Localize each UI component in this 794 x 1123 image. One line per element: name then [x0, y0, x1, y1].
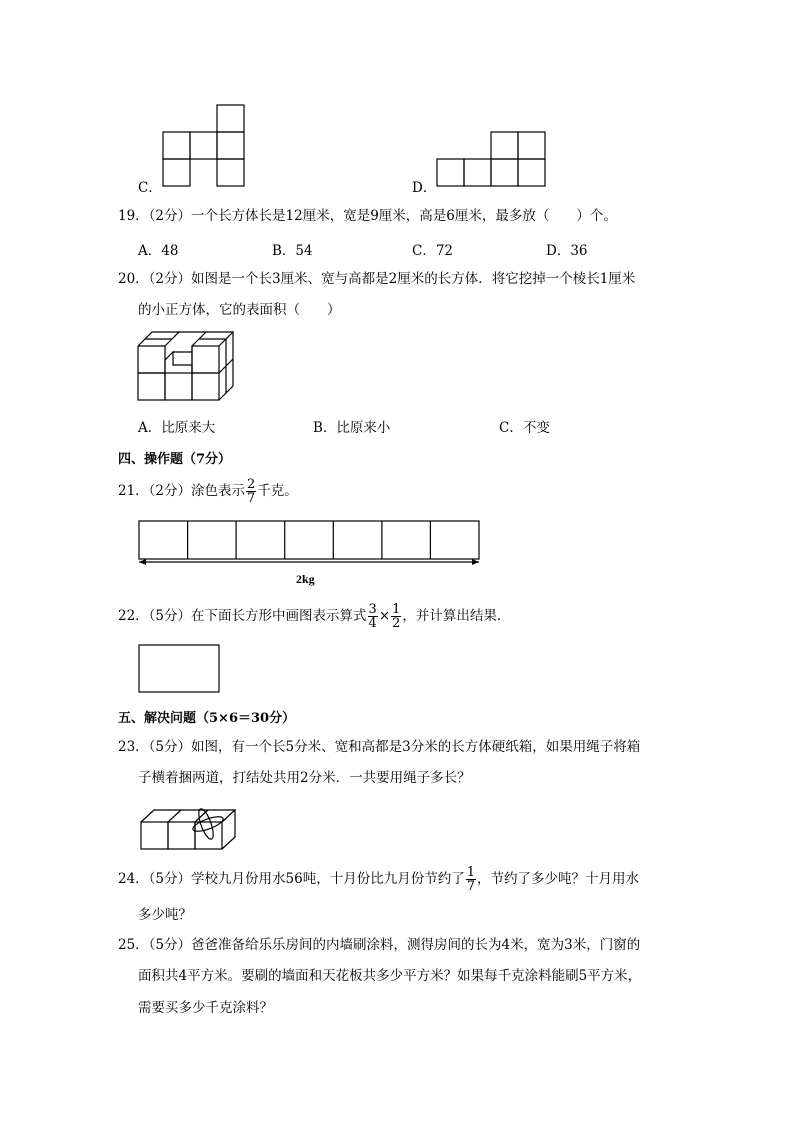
question-25-line3: 需要买多少千克涂料？ — [138, 1000, 273, 1016]
section-5-heading: 五、解决问题（5×6＝30分） — [118, 711, 296, 726]
q19-option-d: D．36 — [546, 243, 588, 259]
q19-option-b: B．54 — [272, 243, 313, 259]
question-23-line1: 23．（5分）如图，有一个长5分米、宽和高都是3分米的长方体硬纸箱，如果用绳子将箱 — [118, 739, 641, 755]
q21-prefix: 21．（2分）涂色表示 — [118, 483, 246, 499]
q19-option-a: A．48 — [138, 243, 179, 259]
q20-option-b: B．比原来小 — [313, 420, 391, 436]
section-4-heading: 四、操作题（7分） — [118, 452, 232, 467]
question-25-line1: 25．（5分）爸爸准备给乐乐房间的内墙刷涂料，测得房间的长为4米，宽为3米，门窗的 — [118, 937, 641, 953]
question-19: 19．（2分）一个长方体长是12厘米，宽是9厘米，高是6厘米，最多放（ ）个。 — [118, 208, 617, 224]
q24-prefix: 24．（5分）学校九月份用水56吨，十月份比九月份节约了 — [118, 871, 465, 887]
option-d-label: D． — [412, 180, 437, 196]
blank-rectangle — [138, 644, 222, 694]
option-c-figure — [162, 104, 246, 188]
q24-suffix: ，节约了多少吨？十月用水 — [476, 871, 639, 887]
question-25-line2: 面积共4平方米。要刷的墙面和天花板共多少平方米？如果每千克涂料能刷5平方米， — [138, 968, 642, 984]
q21-suffix: 千克。 — [257, 483, 298, 499]
question-20-line1: 20．（2分）如图是一个长3厘米、宽与高都是2厘米的长方体．将它挖掉一个棱长1厘米 — [118, 271, 636, 287]
question-23-line2: 子横着捆两道，打结处共用2分米．一共要用绳子多长？ — [138, 770, 471, 786]
question-20-line2: 的小正方体，它的表面积（ ） — [138, 302, 341, 318]
tied-box-figure — [140, 800, 252, 854]
q22-suffix: ，并计算出结果． — [402, 608, 511, 624]
cuboid-with-notch-figure — [137, 330, 237, 402]
question-24 — [118, 866, 639, 893]
q22-times: × — [378, 608, 391, 624]
q22-prefix: 22．（5分）在下面长方形中画图表示算式 — [118, 608, 367, 624]
q22-fraction-1: $\frac{3}{4}$ — [368, 602, 377, 631]
bar-weight-label: 2kg — [296, 572, 315, 586]
q19-option-c: C．72 — [412, 243, 454, 259]
option-d-figure — [436, 131, 548, 189]
q22-fraction-2: $\frac{1}{2}$ — [392, 602, 401, 631]
question-21 — [118, 478, 298, 505]
q20-option-c: C．不变 — [499, 420, 550, 436]
seven-part-bar — [138, 520, 482, 570]
question-22 — [118, 603, 510, 630]
q20-option-a: A．比原来大 — [138, 420, 216, 436]
q21-fraction: $\frac{2}{7}$ — [247, 477, 256, 506]
question-24-line2: 多少吨？ — [138, 907, 192, 923]
q24-fraction: $\frac{1}{7}$ — [466, 865, 475, 894]
option-c-label: C． — [138, 180, 162, 196]
